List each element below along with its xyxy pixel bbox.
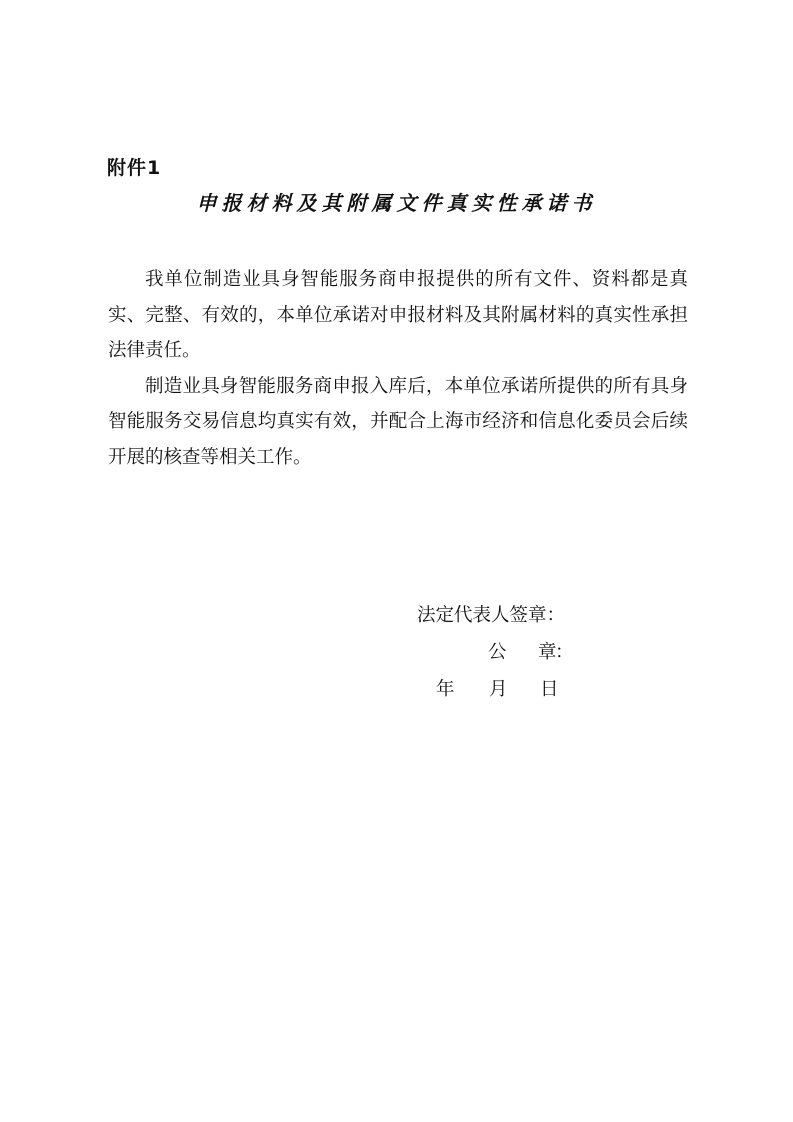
official-seal-label-char-1: 公 bbox=[488, 642, 507, 663]
official-seal-label-colon: ： bbox=[555, 642, 574, 663]
attachment-label: 附件1 bbox=[107, 157, 162, 179]
document-title: 申报材料及其附属文件真实性承诺书 bbox=[196, 191, 597, 215]
date-month-label: 月 bbox=[489, 679, 508, 700]
official-seal-label-char-2: 章 bbox=[538, 642, 557, 663]
date-day-label: 日 bbox=[540, 679, 559, 700]
document-body bbox=[108, 262, 688, 475]
body-paragraph-1: 我单位制造业具身智能服务商申报提供的所有文件、资料都是真实、完整、有效的，本单位承诺对申报材料及其附属材料的真实性承担法律责任。 bbox=[108, 269, 688, 361]
date-year-label: 年 bbox=[436, 679, 455, 700]
legal-representative-signature-label: 法定代表人签章： bbox=[417, 605, 566, 626]
body-paragraph-2: 制造业具身智能服务商申报入库后，本单位承诺所提供的所有具身智能服务交易信息均真实有效，并配合上海市经济和信息化委员会后续开展的核查等相关工作。 bbox=[108, 375, 688, 468]
